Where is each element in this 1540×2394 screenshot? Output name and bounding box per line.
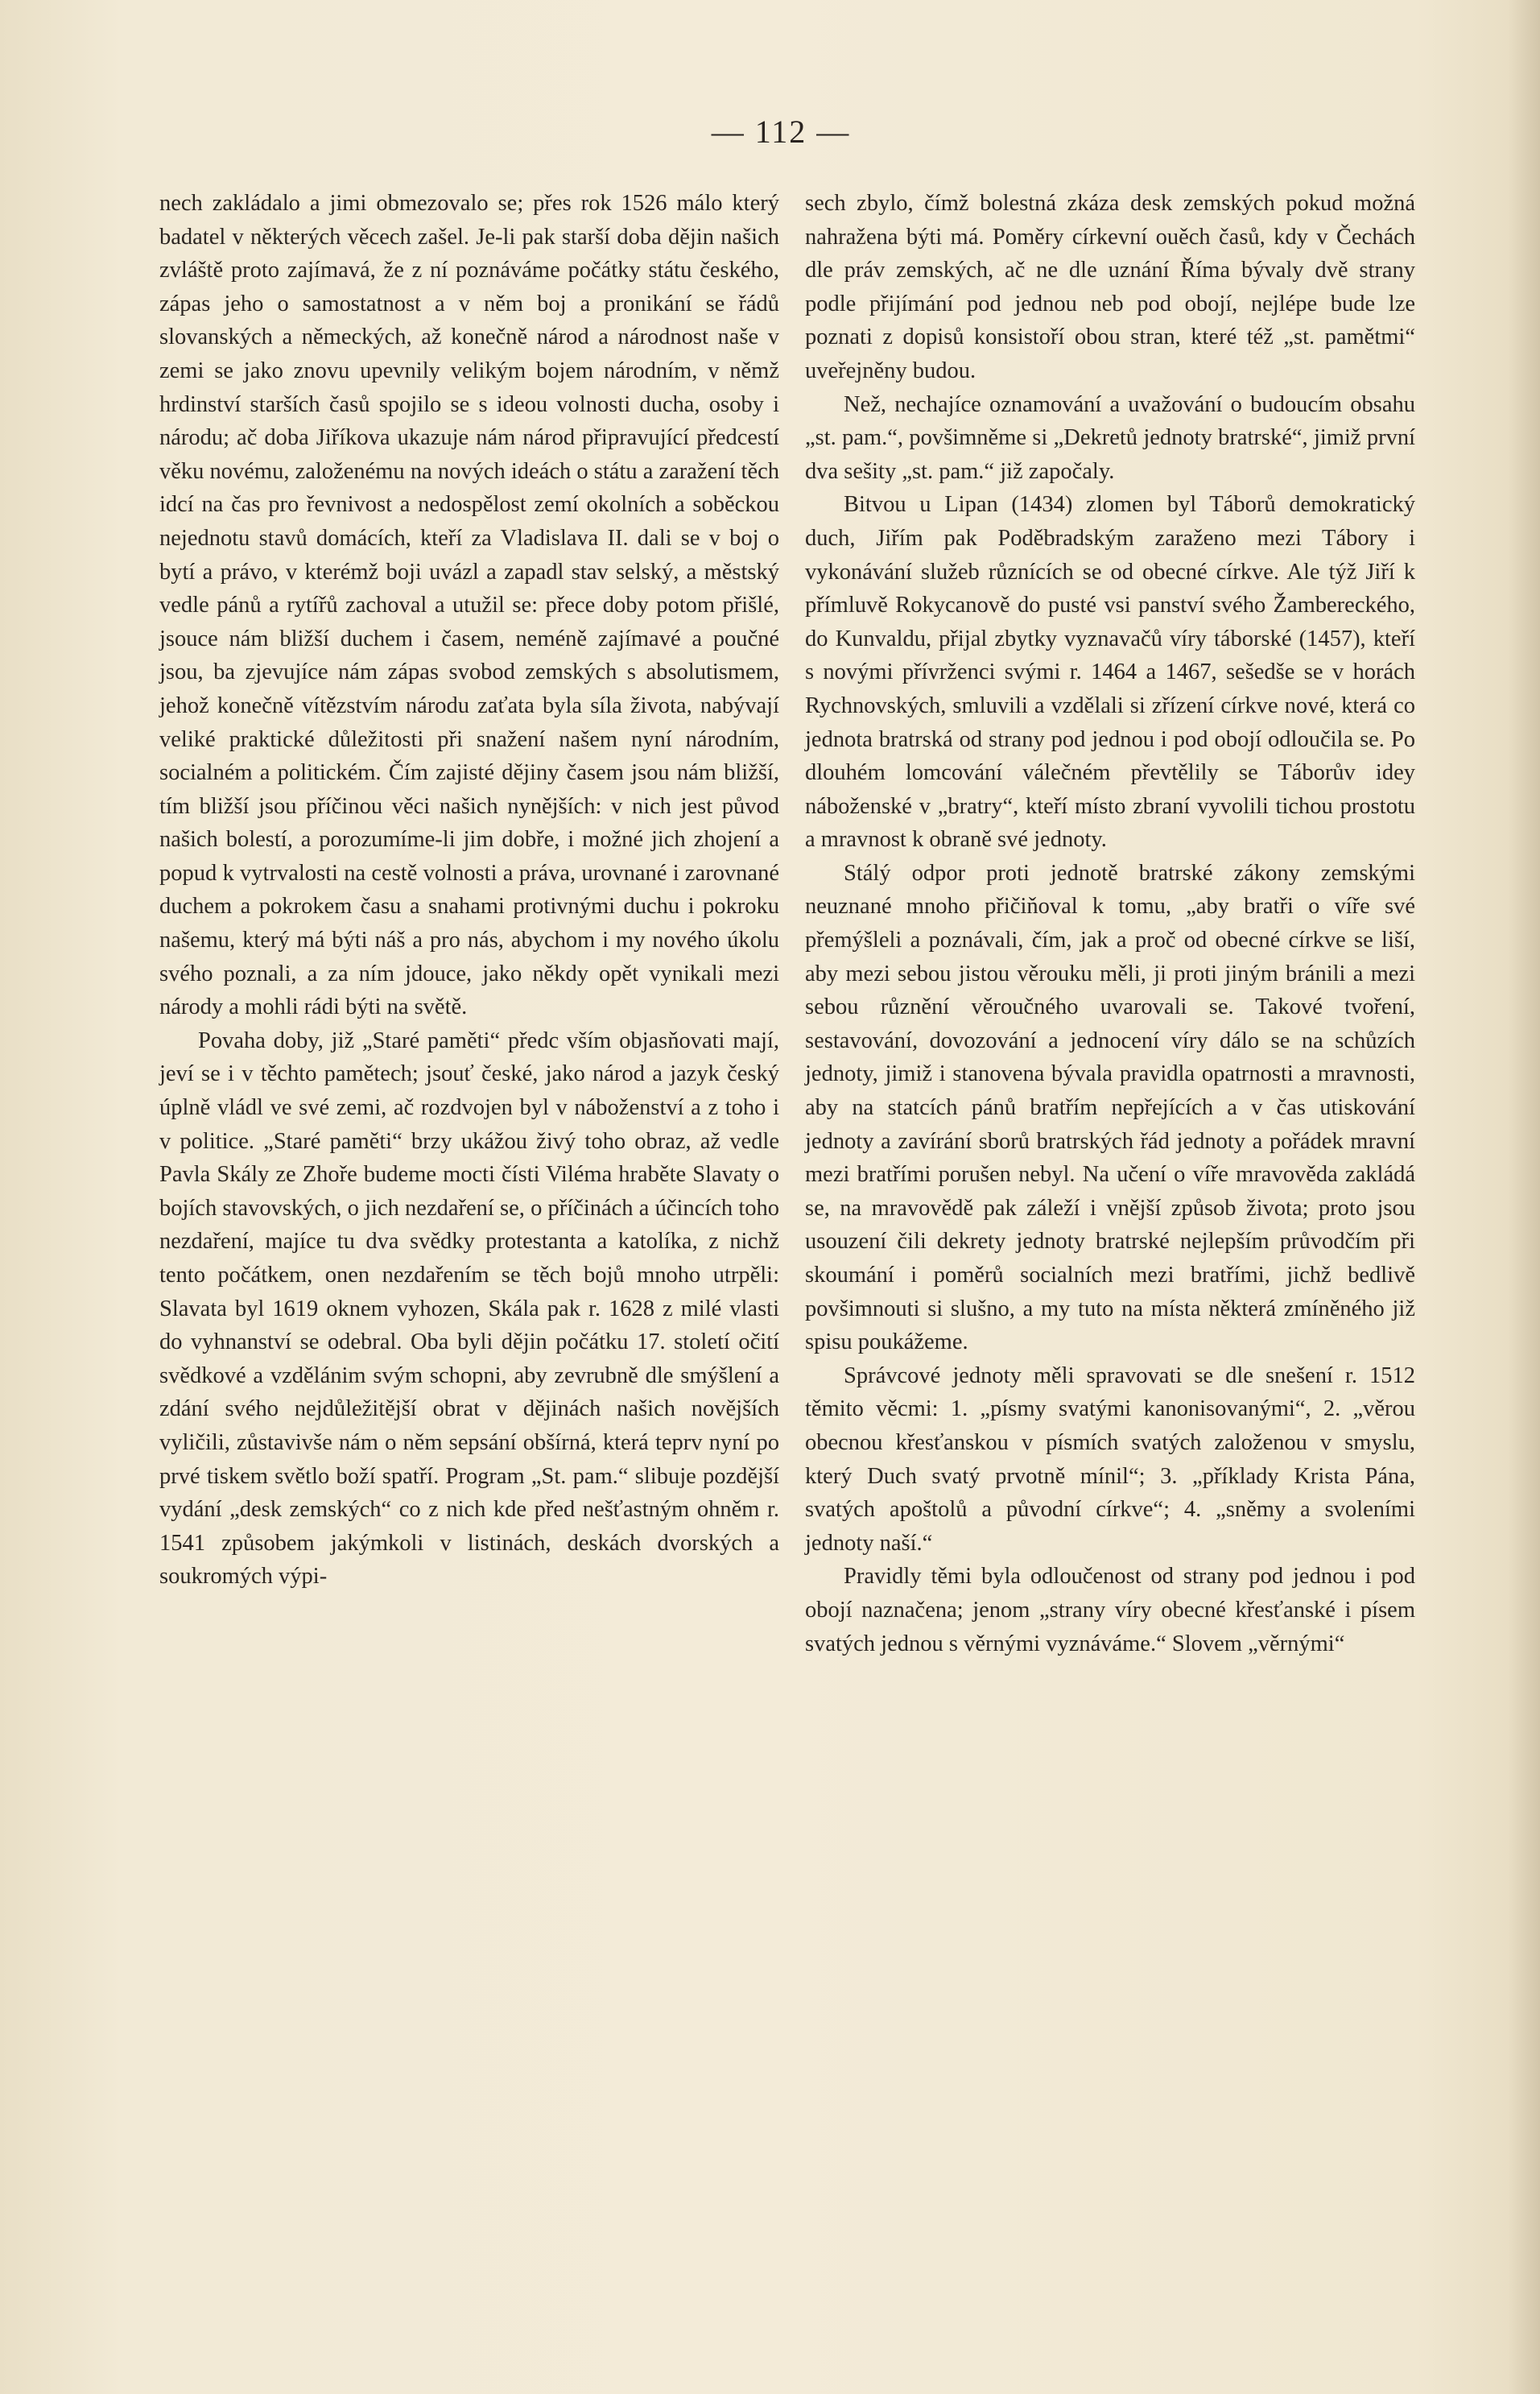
paragraph: Správcové jednoty měli spravovati se dle snešení r. 1512 těmito věcmi: 1. „písmy svatými kanonisovanými“, 2. „věrou obecnou křesťanskou v písmích svatých založenou v smyslu, který Duch svatý prvotně mínil“; 3. „příklady Krista Pána, svatých apoštolů a původní církve“; 4. „sněmy a svoleními jednoty naší.“	[805, 1362, 1415, 1556]
paragraph: Pravidly těmi byla odloučenost od strany pod jednou i pod obojí naznačena; jenom „strany víry obecné křesťanské i písem svatých jednou s věrnými vyznáváme.“ Slovem „věrnými“	[805, 1564, 1415, 1656]
page-edge-shadow	[1508, 0, 1540, 2394]
paragraph: Bitvou u Lipan (1434) zlomen byl Táborů demokratický duch, Jiřím pak Poděbradským zaraženo mezi Tábory i vykonávání služeb různících se od obecné církve. Ale týž Jiří k přímluvě Rokycanově do pusté vsi panství svého Žambereckého, do Kunvaldu, přijal zbytky vyznavačů víry táborské (1457), kteří s novými přívrženci svými r. 1464 a 1467, sešedše se v horách Rychnovských, smluvili a vzdělali si zřízení církve nové, která co jednota bratrská od strany pod jednou i pod obojí odloučila se. Po dlouhém lomcování válečném převtělily se Táborův idey náboženské v „bratry“, kteří místo zbraní vyvolili tichou prostotu a mravnost k obraně své jednoty.	[805, 492, 1415, 853]
paragraph: Povaha doby, již „Staré paměti“ předc vším objasňovati mají, jeví se i v těchto pamětech; jsouť české, jako národ a jazyk český úplně vládl ve své zemi, ač rozdvojen byl v náboženství a z toho i v politice. „Staré paměti“ brzy ukážou živý toho obraz, až vedle Pavla Skály ze Zhoře budeme mocti čísti Viléma hraběte Slavaty o bojích stavovských, o jich nezdaření se, o příčinách a účincích toho nezdaření, majíce tu dva svědky protestanta a katolíka, z nichž tento počátkem, onen nezdařením se těch bojů mnoho utrpěli: Slavata byl 1619 oknem vyhozen, Skála pak r. 1628 z milé vlasti do vyhnanství se odebral. Oba byli dějin počátku 17. století očití svědkové a vzdělánim svým schopni, aby zevrubně dle smýšlení a zdání svého nejdůležitější obrat v dějinách našich novějších vyličili, zůstavivše nám o něm sepsání obšírná, která teprv nyní po prvé tiskem světlo boží spatří. Program „St. pam.“ slibuje pozdější vydání „desk zemských“ co z nich kde před nešťastným ohněm r. 1541 způsobem jakýmkoli v listinách, deskách dvorských a soukromých výpi-	[159, 1027, 779, 1590]
left-column	[159, 187, 779, 1594]
paragraph: Stálý odpor proti jednotě bratrské zákony zemskými neuznané mnoho přičiňoval k tomu, „aby bratři o víře své přemýšleli a poznávali, čím, jak a proč od obecné církve se liší, aby mezi sebou jistou věrouku měli, ji proti jiným bránili a mezi sebou různění věroučného uvarovali se. Takové tvoření, sestavování, dovozování a jednocení víry dálo se na schůzích jednoty, jimiž i stanovena bývala pravidla opatrnosti a mravnosti, aby na statcích pánů bratřím nepřejících a v čas utiskování jednoty a zavírání sborů bratrských řád jednoty a pořádek mravní mezi bratřími porušen nebyl. Na učení o víře mravověda zakládá se, na mravovědě pak záleží i vnější způsob života; proto jsou usouzení čili dekrety jednoty bratrské nejlepším průvodčím při skoumání i poměrů socialních mezi bratřími, jichž bedlivě povšimnouti si slušno, a my tuto na místa některá zmíněného již spisu poukážeme.	[805, 860, 1415, 1355]
page-number: — 112 —	[711, 114, 851, 150]
paragraph: Než, nechajíce oznamování a uvažování o budoucím obsahu „st. pam.“, povšimněme si „Dekretů jednoty bratrské“, jimiž první dva sešity „st. pam.“ již započaly.	[805, 391, 1415, 484]
paragraph: nech zakládalo a jimi obmezovalo se; přes rok 1526 málo který badatel v některých věcech zašel. Je-li pak starší doba dějin našich zvláště proto zajímavá, že z ní poznáváme počátky státu českého, zápas jeho o samostatnost a v něm boj a pronikání se řádů slovanských a německých, až konečně národ a národnost naše v zemi se jako znovu upevnily velikým bojem národním, v němž hrdinství starších časů spojilo se s ideou volnosti ducha, osoby i národu; ač doba Jiříkova ukazuje nám národ připravující předcestí věku novému, založenému na nových ideách o státu a zaražení těch idcí na čas pro řevnivost a nedospělost zemí okolních a soběckou nejednotu stavů domácích, kteří za Vladislava II. dali se v boj o bytí a právo, v kterémž boji uvázl a zapadl stav selský, a městský vedle pánů a rytířů zachoval a utužil se: přece doby potom přišlé, jsouce nám bližší duchem i časem, neméně zajímavé a poučné jsou, ba zjevujíce nám zápas svobod zemských s absolutismem, jehož konečně vítězstvím národu zaťata byla síla života, nabývají veliké praktické důležitosti při snažení našem nyní národním, socialném a politickém. Čím zajisté dějiny časem jsou nám bližší, tím bližší jsou příčinou věci našich nynějších: v nich jest původ našich bolestí, a porozumíme-li jim dobře, i možné jich zhojení a popud k vytrvalosti na cestě volnosti a práva, urovnané i zarovnané duchem a pokrokem času a snahami protivnými duchu i pokroku našemu, který má býti náš a pro nás, abychom i my nového úkolu svého poznali, a za ním jdouce, jako někdy opět vynikali mezi národy a mohli rádi býti na světě.	[159, 191, 779, 1020]
paragraph: sech zbylo, čímž bolestná zkáza desk zemských pokud možná nahražena býti má. Poměry církevní ouěch časů, kdy v Čechách dle práv zemských, ač ne dle uznání Říma bývaly dvě strany podle přijímání pod jednou neb pod obojí, nejlépe bude lze poznati z dopisů konsistoří obou stran, které též „st. pamětmi“ uveřejněny budou.	[805, 191, 1415, 383]
right-column	[805, 187, 1415, 1660]
